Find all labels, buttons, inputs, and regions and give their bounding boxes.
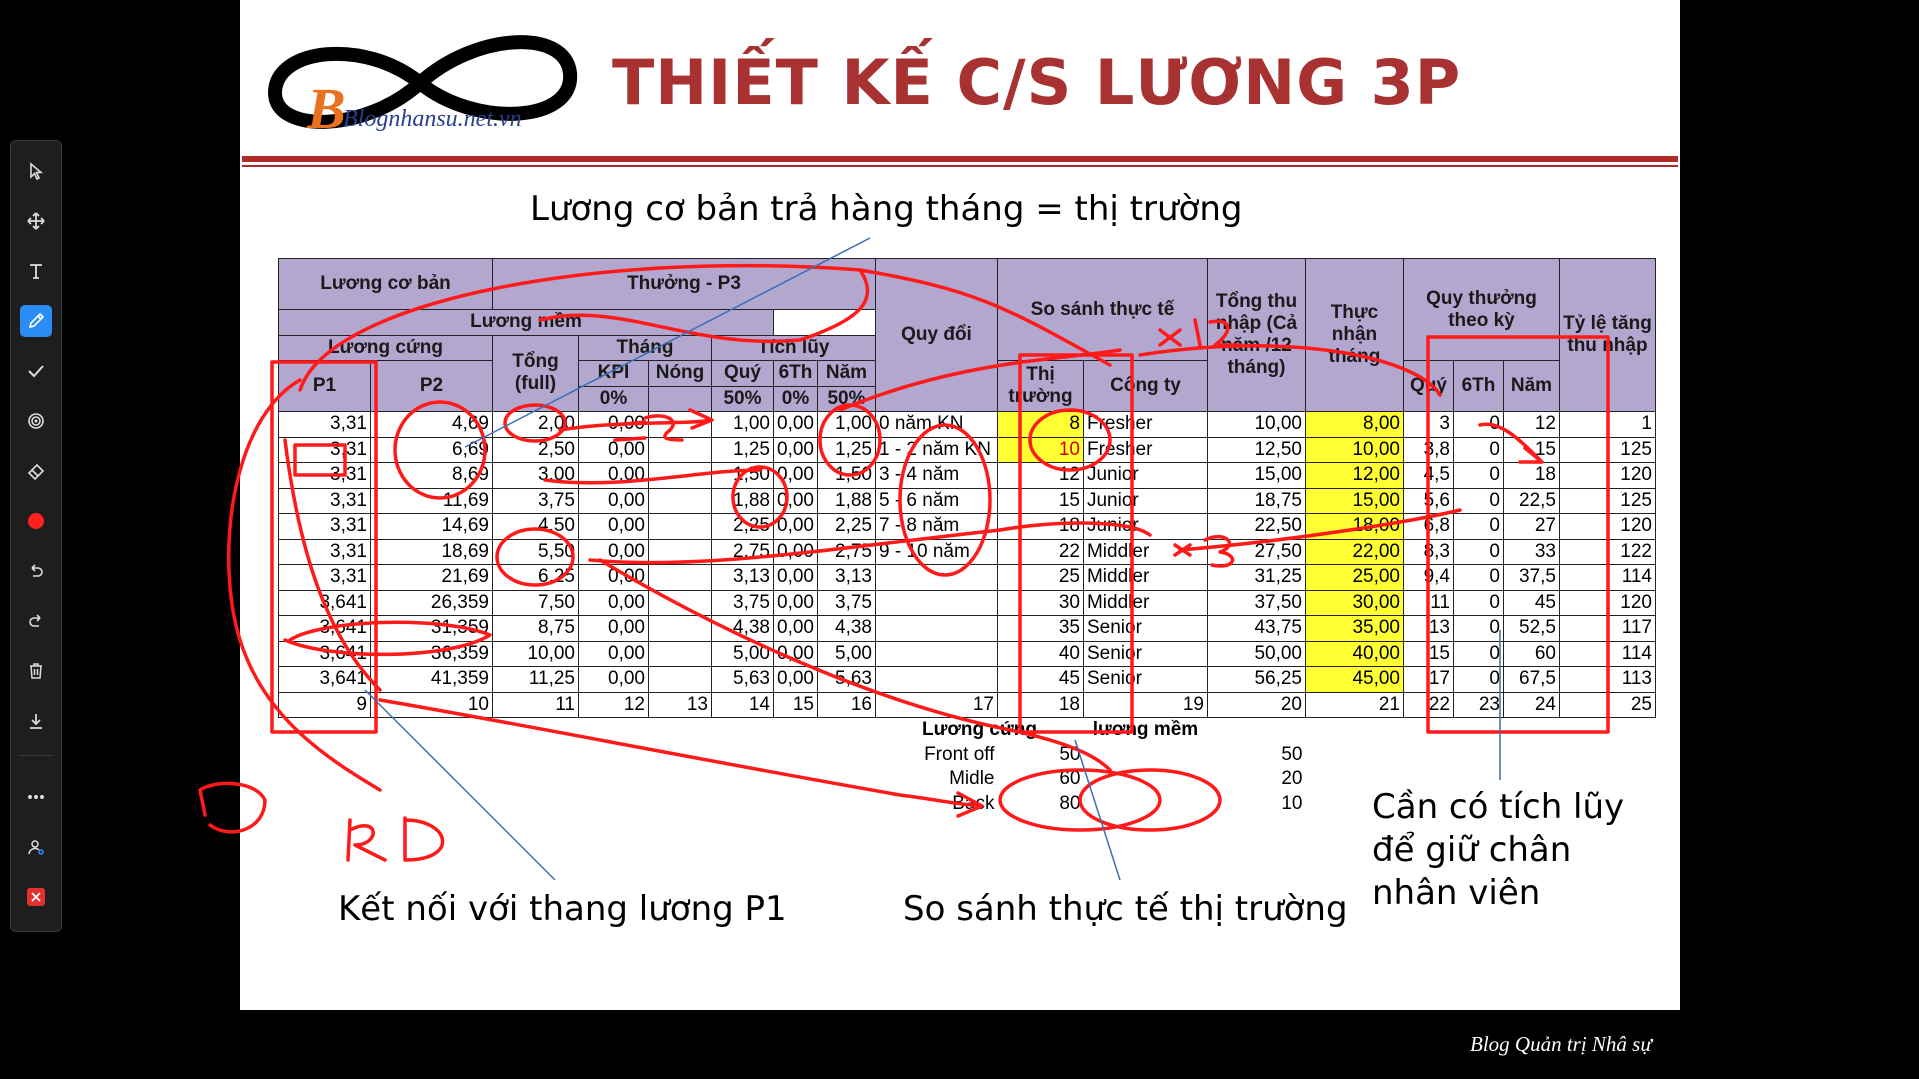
cell-thi-truong: 35 (997, 616, 1083, 642)
cell-tong-thu-nhap: 15,00 (1207, 463, 1305, 489)
cell-tong: 5,50 (493, 539, 579, 565)
cell-nam2: 52,5 (1503, 616, 1559, 642)
cell-thuc-nhan: 30,00 (1305, 590, 1403, 616)
salary-table (278, 258, 1656, 816)
header-nong-pct (649, 386, 712, 412)
column-number: 23 (1453, 692, 1503, 718)
cell-p1: 3,31 (279, 514, 371, 540)
cell-nam: 3,75 (817, 590, 875, 616)
cell-nong (649, 590, 712, 616)
cell-thi-truong: 45 (997, 667, 1083, 693)
table-row (279, 641, 1656, 667)
cell-ty-le: 120 (1559, 463, 1655, 489)
cell-tong-thu-nhap: 37,50 (1207, 590, 1305, 616)
cell-quy-doi: 0 năm KN (875, 412, 997, 438)
sub-row-cung: 50 (1059, 743, 1081, 765)
table-row (279, 488, 1656, 514)
column-number: 13 (649, 692, 712, 718)
cell-nong (649, 412, 712, 438)
cell-6th: 0,00 (774, 616, 818, 642)
header-quy-thuong: Quy thưởng theo kỳ (1403, 259, 1559, 361)
select-arrow-icon[interactable] (20, 155, 52, 187)
cell-thi-truong: 10 (997, 437, 1083, 463)
header-tong: Tổng (full) (493, 335, 579, 412)
cell-nong (649, 514, 712, 540)
cell-nam2: 33 (1503, 539, 1559, 565)
cell-kpi: 0,00 (579, 514, 649, 540)
cell-nam: 5,63 (817, 667, 875, 693)
slide-title: THIẾT KẾ C/S LƯƠNG 3P (612, 46, 1462, 119)
table-row (279, 539, 1656, 565)
header-luong-mem: Lương mềm (279, 310, 774, 336)
cell-quy: 5,63 (712, 667, 774, 693)
note-right-2: để giữ chân (1372, 830, 1572, 870)
cell-quy2: 17 (1403, 667, 1453, 693)
cell-nam: 1,50 (817, 463, 875, 489)
table-row (279, 565, 1656, 591)
logo-text: Blognhansu.net.vn (343, 106, 522, 132)
cell-kpi: 0,00 (579, 412, 649, 438)
cell-kpi: 0,00 (579, 463, 649, 489)
trash-icon[interactable] (20, 655, 52, 687)
cell-p2: 36,359 (371, 641, 493, 667)
cell-ty-le: 122 (1559, 539, 1655, 565)
header-ty-le: Tỷ lệ tăng thu nhập (1559, 259, 1655, 412)
column-number: 18 (997, 692, 1083, 718)
cell-ty-le: 114 (1559, 641, 1655, 667)
cell-p2: 18,69 (371, 539, 493, 565)
cell-quy: 4,38 (712, 616, 774, 642)
cell-6th2: 0 (1453, 641, 1503, 667)
cell-6th: 0,00 (774, 412, 818, 438)
cell-quy-doi: 1 - 2 năm KN (875, 437, 997, 463)
note-right-3: nhân viên (1372, 873, 1541, 913)
cell-6th2: 0 (1453, 437, 1503, 463)
cell-quy2: 3,8 (1403, 437, 1453, 463)
header-nam-pct: 50% (817, 386, 875, 412)
cell-6th: 0,00 (774, 463, 818, 489)
user-settings-icon[interactable] (20, 831, 52, 863)
cell-quy-doi: 5 - 6 năm (875, 488, 997, 514)
cell-kpi: 0,00 (579, 667, 649, 693)
header-p1: P1 (279, 361, 371, 412)
cell-p1: 3,31 (279, 463, 371, 489)
cell-quy-doi: 9 - 10 năm (875, 539, 997, 565)
cell-thuc-nhan: 40,00 (1305, 641, 1403, 667)
cell-ty-le: 117 (1559, 616, 1655, 642)
cell-quy-doi (875, 641, 997, 667)
header-thuc-nhan: Thực nhận tháng (1305, 259, 1403, 412)
svg-text:B: B (307, 76, 346, 138)
cell-6th2: 0 (1453, 616, 1503, 642)
cell-tong: 7,50 (493, 590, 579, 616)
cell-quy: 1,25 (712, 437, 774, 463)
cell-p1: 3,31 (279, 488, 371, 514)
column-number-row (279, 692, 1656, 718)
cell-tong-thu-nhap: 50,00 (1207, 641, 1305, 667)
cell-quy-doi (875, 667, 997, 693)
sub-header-cung: Lương cứng (922, 719, 1037, 741)
cell-thi-truong: 25 (997, 565, 1083, 591)
header-thi-truong: Thị trường (997, 361, 1083, 412)
cell-thi-truong: 12 (997, 463, 1083, 489)
table-row (279, 412, 1656, 438)
cell-6th: 0,00 (774, 514, 818, 540)
column-number: 21 (1305, 692, 1403, 718)
header-quy: Quý (712, 361, 774, 387)
header-so-sanh: So sánh thực tế (997, 259, 1207, 361)
cell-ty-le: 114 (1559, 565, 1655, 591)
sub-table-row (279, 743, 1656, 768)
cell-p1: 3,641 (279, 590, 371, 616)
cell-cong-ty: Middler (1083, 590, 1207, 616)
cell-nam: 1,88 (817, 488, 875, 514)
cell-p2: 4,69 (371, 412, 493, 438)
cell-nam2: 12 (1503, 412, 1559, 438)
header-nong: Nóng (649, 361, 712, 387)
cell-p1: 3,641 (279, 667, 371, 693)
cell-tong: 3,00 (493, 463, 579, 489)
cell-thuc-nhan: 15,00 (1305, 488, 1403, 514)
cell-thuc-nhan: 18,00 (1305, 514, 1403, 540)
cell-nong (649, 539, 712, 565)
cell-tong: 10,00 (493, 641, 579, 667)
cell-kpi: 0,00 (579, 641, 649, 667)
color-dot-icon[interactable] (20, 505, 52, 537)
cell-6th: 0,00 (774, 437, 818, 463)
cell-cong-ty: Senior (1083, 667, 1207, 693)
cell-quy2: 5,6 (1403, 488, 1453, 514)
cell-kpi: 0,00 (579, 565, 649, 591)
cell-tong: 2,00 (493, 412, 579, 438)
cell-thuc-nhan: 10,00 (1305, 437, 1403, 463)
cell-quy2: 9,4 (1403, 565, 1453, 591)
cell-tong-thu-nhap: 12,50 (1207, 437, 1305, 463)
more-icon[interactable] (20, 781, 52, 813)
column-number: 11 (493, 692, 579, 718)
cell-nong (649, 488, 712, 514)
cell-quy-doi: 7 - 8 năm (875, 514, 997, 540)
cell-kpi: 0,00 (579, 488, 649, 514)
cell-cong-ty: Senior (1083, 616, 1207, 642)
cell-nong (649, 616, 712, 642)
table-row (279, 437, 1656, 463)
cell-tong-thu-nhap: 10,00 (1207, 412, 1305, 438)
download-icon[interactable] (20, 705, 52, 737)
cell-quy: 3,75 (712, 590, 774, 616)
column-number: 25 (1559, 692, 1655, 718)
cell-nam2: 67,5 (1503, 667, 1559, 693)
cell-tong-thu-nhap: 27,50 (1207, 539, 1305, 565)
column-number: 17 (875, 692, 997, 718)
column-number: 10 (371, 692, 493, 718)
move-icon[interactable] (20, 205, 52, 237)
header-quy2: Quý (1403, 361, 1453, 412)
cell-cong-ty: Junior (1083, 463, 1207, 489)
cell-6th2: 0 (1453, 463, 1503, 489)
cell-6th2: 0 (1453, 590, 1503, 616)
cell-quy: 1,00 (712, 412, 774, 438)
cell-cong-ty: Junior (1083, 514, 1207, 540)
cell-nam: 3,13 (817, 565, 875, 591)
cell-quy-doi (875, 590, 997, 616)
cell-cong-ty: Junior (1083, 488, 1207, 514)
header-p2: P2 (371, 361, 493, 412)
cell-6th: 0,00 (774, 565, 818, 591)
header-6th: 6Th (774, 361, 818, 387)
cell-6th2: 0 (1453, 488, 1503, 514)
cell-p2: 41,359 (371, 667, 493, 693)
cell-nam2: 37,5 (1503, 565, 1559, 591)
cell-quy-doi (875, 565, 997, 591)
cell-quy: 3,13 (712, 565, 774, 591)
cell-nam: 1,25 (817, 437, 875, 463)
cell-nam2: 18 (1503, 463, 1559, 489)
table-row (279, 667, 1656, 693)
cell-nong (649, 641, 712, 667)
redo-icon[interactable] (20, 605, 52, 637)
cell-thi-truong: 40 (997, 641, 1083, 667)
cell-thuc-nhan: 8,00 (1305, 412, 1403, 438)
table-row (279, 463, 1656, 489)
cell-thi-truong: 15 (997, 488, 1083, 514)
cell-p1: 3,31 (279, 565, 371, 591)
cell-tong: 4,50 (493, 514, 579, 540)
column-number: 15 (774, 692, 818, 718)
table-body (279, 412, 1656, 693)
cell-nam: 2,25 (817, 514, 875, 540)
close-icon[interactable] (20, 881, 52, 913)
title-rule-thin (242, 165, 1678, 167)
header-kpi-pct: 0% (579, 386, 649, 412)
cell-kpi: 0,00 (579, 437, 649, 463)
table-row (279, 514, 1656, 540)
cell-tong: 2,50 (493, 437, 579, 463)
sub-header-mem: lương mềm (1092, 719, 1199, 741)
cell-p2: 6,69 (371, 437, 493, 463)
eraser-icon[interactable] (20, 455, 52, 487)
cell-p2: 31,359 (371, 616, 493, 642)
cell-p2: 11,69 (371, 488, 493, 514)
footer-text: Blog Quản trị Nhâ sự (1470, 1032, 1652, 1056)
cell-nong (649, 565, 712, 591)
column-number: 24 (1503, 692, 1559, 718)
cell-p1: 3,31 (279, 539, 371, 565)
column-number: 16 (817, 692, 875, 718)
pen-icon[interactable] (20, 305, 52, 337)
cell-nong (649, 463, 712, 489)
presentation-slide (240, 0, 1680, 1010)
cell-6th: 0,00 (774, 641, 818, 667)
cell-p2: 14,69 (371, 514, 493, 540)
column-number: 20 (1207, 692, 1305, 718)
cell-kpi: 0,00 (579, 590, 649, 616)
blog-logo (255, 28, 585, 138)
spotlight-icon[interactable] (20, 405, 52, 437)
cell-ty-le: 113 (1559, 667, 1655, 693)
cell-ty-le: 120 (1559, 514, 1655, 540)
header-quy-doi: Quy đổi (875, 259, 997, 412)
header-tong-thu-nhap: Tổng thu nhập (Cả năm /12 tháng) (1207, 259, 1305, 412)
cell-6th2: 0 (1453, 539, 1503, 565)
cell-p1: 3,641 (279, 641, 371, 667)
cell-cong-ty: Middler (1083, 539, 1207, 565)
header-luong-co-ban: Lương cơ bản (279, 259, 493, 310)
cell-thi-truong: 8 (997, 412, 1083, 438)
cell-nam2: 27 (1503, 514, 1559, 540)
cell-quy2: 13 (1403, 616, 1453, 642)
cell-tong: 8,75 (493, 616, 579, 642)
cell-quy2: 11 (1403, 590, 1453, 616)
toolbar-divider (19, 755, 53, 756)
cell-tong-thu-nhap: 31,25 (1207, 565, 1305, 591)
cell-quy: 2,25 (712, 514, 774, 540)
cell-quy: 1,88 (712, 488, 774, 514)
cell-p2: 26,359 (371, 590, 493, 616)
cell-6th2: 0 (1453, 412, 1503, 438)
cell-ty-le: 120 (1559, 590, 1655, 616)
cell-p1: 3,31 (279, 412, 371, 438)
cell-kpi: 0,00 (579, 539, 649, 565)
column-number: 19 (1083, 692, 1207, 718)
text-tool-icon[interactable] (20, 255, 52, 287)
cell-nong (649, 667, 712, 693)
cell-quy-doi (875, 616, 997, 642)
checkmark-icon[interactable] (20, 355, 52, 387)
sub-row-label: Back (952, 792, 995, 814)
cell-nam: 4,38 (817, 616, 875, 642)
cell-thuc-nhan: 45,00 (1305, 667, 1403, 693)
sub-row-mem: 20 (1281, 768, 1303, 790)
cell-tong-thu-nhap: 18,75 (1207, 488, 1305, 514)
cell-tong: 6,25 (493, 565, 579, 591)
cell-6th: 0,00 (774, 539, 818, 565)
header-tich-luy: Tích lũy (712, 335, 876, 361)
sub-row-cung: 80 (1059, 792, 1081, 814)
cell-quy: 1,50 (712, 463, 774, 489)
cell-tong-thu-nhap: 43,75 (1207, 616, 1305, 642)
cell-quy-doi: 3 - 4 năm (875, 463, 997, 489)
cell-tong: 11,25 (493, 667, 579, 693)
header-6th2: 6Th (1453, 361, 1503, 412)
cell-thi-truong: 22 (997, 539, 1083, 565)
column-number: 9 (279, 692, 371, 718)
sub-row-mem: 50 (1281, 743, 1303, 765)
sub-row-label: Front off (924, 743, 995, 765)
header-nam: Năm (817, 361, 875, 387)
header-nam2: Năm (1503, 361, 1559, 412)
table-row (279, 590, 1656, 616)
cell-ty-le: 1 (1559, 412, 1655, 438)
cell-6th: 0,00 (774, 590, 818, 616)
column-number: 22 (1403, 692, 1453, 718)
header-thuong-p3: Thưởng - P3 (493, 259, 876, 310)
cell-tong-thu-nhap: 22,50 (1207, 514, 1305, 540)
cell-thi-truong: 30 (997, 590, 1083, 616)
cell-tong-thu-nhap: 56,25 (1207, 667, 1305, 693)
cell-quy2: 4,5 (1403, 463, 1453, 489)
header-kpi: KPI (579, 361, 649, 387)
cell-quy2: 3 (1403, 412, 1453, 438)
sub-row-cung: 60 (1059, 768, 1081, 790)
sub-row-mem: 10 (1281, 792, 1303, 814)
cell-cong-ty: Middler (1083, 565, 1207, 591)
cell-cong-ty: Fresher (1083, 437, 1207, 463)
cell-nam: 5,00 (817, 641, 875, 667)
table-row (279, 616, 1656, 642)
column-number: 14 (712, 692, 774, 718)
header-cong-ty: Công ty (1083, 361, 1207, 412)
note-mid: So sánh thực tế thị trường (903, 889, 1348, 929)
cell-p1: 3,31 (279, 437, 371, 463)
header-6th-pct: 0% (774, 386, 818, 412)
cell-ty-le: 125 (1559, 437, 1655, 463)
cell-thuc-nhan: 12,00 (1305, 463, 1403, 489)
cell-6th: 0,00 (774, 488, 818, 514)
cell-nam2: 45 (1503, 590, 1559, 616)
cell-6th2: 0 (1453, 667, 1503, 693)
cell-6th2: 0 (1453, 565, 1503, 591)
header-thang: Tháng (579, 335, 712, 361)
cell-ty-le: 125 (1559, 488, 1655, 514)
cell-cong-ty: Fresher (1083, 412, 1207, 438)
cell-6th2: 0 (1453, 514, 1503, 540)
annotation-toolbar (10, 140, 62, 932)
cell-nong (649, 437, 712, 463)
cell-thuc-nhan: 25,00 (1305, 565, 1403, 591)
cell-quy2: 8,3 (1403, 539, 1453, 565)
cell-nam2: 60 (1503, 641, 1559, 667)
cell-thi-truong: 18 (997, 514, 1083, 540)
undo-icon[interactable] (20, 555, 52, 587)
cell-p1: 3,641 (279, 616, 371, 642)
cell-nam2: 15 (1503, 437, 1559, 463)
header-quy-pct: 50% (712, 386, 774, 412)
note-top: Lương cơ bản trả hàng tháng = thị trường (530, 189, 1243, 229)
cell-thuc-nhan: 35,00 (1305, 616, 1403, 642)
title-rule (242, 156, 1678, 162)
cell-p2: 8,69 (371, 463, 493, 489)
cell-kpi: 0,00 (579, 616, 649, 642)
cell-nam: 2,75 (817, 539, 875, 565)
cell-thuc-nhan: 22,00 (1305, 539, 1403, 565)
column-number: 12 (579, 692, 649, 718)
cell-nam: 1,00 (817, 412, 875, 438)
note-left: Kết nối với thang lương P1 (338, 889, 787, 929)
sub-row-label: Midle (949, 768, 995, 790)
cell-quy: 2,75 (712, 539, 774, 565)
cell-quy2: 15 (1403, 641, 1453, 667)
note-right-1: Cần có tích lũy (1372, 787, 1625, 827)
header-luong-cung: Lương cứng (279, 335, 493, 361)
cell-p2: 21,69 (371, 565, 493, 591)
cell-tong: 3,75 (493, 488, 579, 514)
cell-quy2: 6,8 (1403, 514, 1453, 540)
cell-cong-ty: Senior (1083, 641, 1207, 667)
cell-6th: 0,00 (774, 667, 818, 693)
cell-nam2: 22,5 (1503, 488, 1559, 514)
cell-quy: 5,00 (712, 641, 774, 667)
